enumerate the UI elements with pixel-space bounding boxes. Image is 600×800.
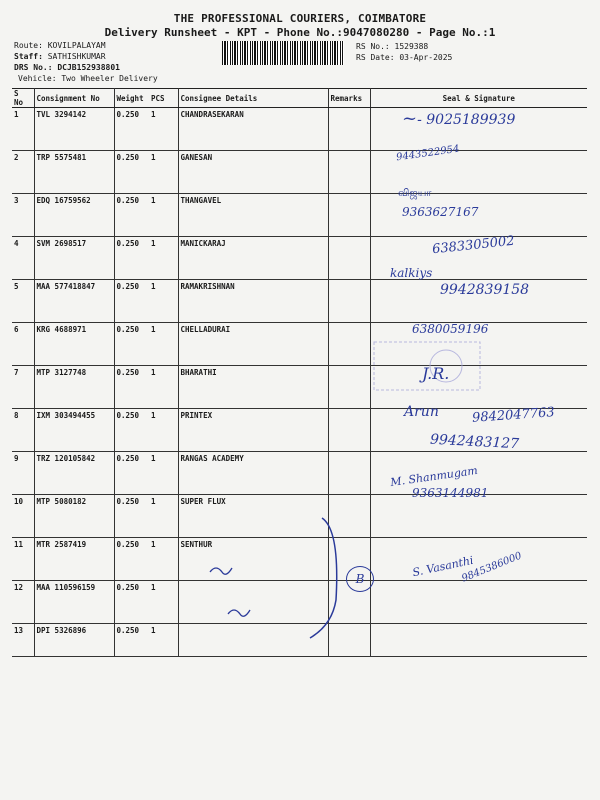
pen-stroke-12 [210,568,232,574]
cell-pcs: 1 [149,366,178,409]
signature-9: 9942483127 [429,431,520,453]
col-consignment: Consignment No [34,89,114,108]
cell-weight: 0.250 [114,538,149,581]
cell-consignee: SUPER FLUX [178,495,328,538]
cell-pcs: 1 [149,237,178,280]
signature-6: 6380059196 [412,322,489,336]
cell-pcs: 1 [149,280,178,323]
cell-sno: 6 [12,323,34,366]
cell-consignment: MAA 110596159 [34,581,114,624]
signature-7: J.R. [422,364,450,383]
cell-sno: 10 [12,495,34,538]
route-label: Route: [14,41,43,50]
cell-sno: 1 [12,108,34,151]
cell-weight: 0.250 [114,409,149,452]
cell-consignee: SENTHUR [178,538,328,581]
cell-consignee: THANGAVEL [178,194,328,237]
cell-pcs: 1 [149,108,178,151]
cell-consignment: DPI 5326896 [34,624,114,657]
cell-sno: 2 [12,151,34,194]
cell-sno: 11 [12,538,34,581]
rs-number: RS No.: 1529388 [356,42,429,51]
cell-weight: 0.250 [114,194,149,237]
col-sno: S No [12,89,34,108]
cell-pcs: 1 [149,452,178,495]
signature-1: ~- 9025189939 [402,108,516,129]
cell-consignee: CHELLADURAI [178,323,328,366]
col-remarks: Remarks [328,89,370,108]
cell-consignee: RANGAS ACADEMY [178,452,328,495]
cell-sno: 5 [12,280,34,323]
page-title: THE PROFESSIONAL COURIERS, COIMBATORE [173,12,427,25]
cell-consignment: SVM 2698517 [34,237,114,280]
cell-consignment: MAA 577418847 [34,280,114,323]
signature-2: 9443522954 [395,143,461,164]
cell-pcs: 1 [149,194,178,237]
cell-pcs: 1 [149,538,178,581]
cell-weight: 0.250 [114,366,149,409]
cell-consignment: TRP 5575481 [34,151,114,194]
signature-1-text: - 9025189939 [417,112,516,128]
col-signature: Seal & Signature [370,89,587,108]
cell-weight: 0.250 [114,624,149,657]
cell-weight: 0.250 [114,280,149,323]
cell-sno: 4 [12,237,34,280]
cell-sno: 7 [12,366,34,409]
signature-3-phone: 9363627167 [402,205,479,219]
cell-weight: 0.250 [114,323,149,366]
vehicle-value: Two Wheeler Delivery [61,74,158,83]
drs-value: DCJB152938801 [57,63,120,72]
staff-label: Staff: [14,52,43,61]
cell-weight: 0.250 [114,151,149,194]
vehicle-label: Vehicle: [18,74,57,83]
pen-stroke-13 [228,610,250,616]
route-value: KOVILPALAYAM [47,41,106,50]
signature-10-phone: 9363144981 [412,486,489,500]
pen-stroke-bracket [310,518,337,638]
signature-10-name: M. Shanmugam [389,463,479,490]
col-pcs: PCS [149,89,178,108]
signature-5-phone: 9942839158 [440,282,530,298]
col-consignee: Consignee Details [178,89,328,108]
cell-consignment: MTP 3127748 [34,366,114,409]
cell-consignment: TRZ 120105842 [34,452,114,495]
cell-sno: 8 [12,409,34,452]
cell-sno: 9 [12,452,34,495]
cell-pcs: 1 [149,151,178,194]
cell-consignment: TVL 3294142 [34,108,114,151]
cell-sno: 13 [12,624,34,657]
page-subtitle: Delivery Runsheet - KPT - Phone No.:9047080280 - Page No.:1 [104,26,496,39]
cell-weight: 0.250 [114,495,149,538]
cell-consignment: IXM 303494455 [34,409,114,452]
signature-5-name: kalkiys [390,266,433,280]
cell-pcs: 1 [149,495,178,538]
cell-pcs: 1 [149,581,178,624]
cell-sno: 12 [12,581,34,624]
cell-consignee: PRINTEX [178,409,328,452]
cell-consignment: KRG 4688971 [34,323,114,366]
cell-consignee: GANESAN [178,151,328,194]
cell-pcs: 1 [149,409,178,452]
cell-consignee: CHANDRASEKARAN [178,108,328,151]
cell-weight: 0.250 [114,108,149,151]
signature-4: 6383305002 [431,233,516,258]
cell-consignment: MTP 5080182 [34,495,114,538]
cell-weight: 0.250 [114,581,149,624]
cell-consignment: MTR 2587419 [34,538,114,581]
signature-12-name: S. Vasanthi [411,553,475,580]
rs-date: RS Date: 03-Apr-2025 [356,53,453,62]
col-weight: Weight [114,89,149,108]
cell-sno: 3 [12,194,34,237]
remark-12-circle: B [346,566,374,592]
signature-3-name: விஜயா [398,188,432,199]
staff-value: SATHISHKUMAR [47,52,106,61]
cell-weight: 0.250 [114,452,149,495]
cell-pcs: 1 [149,323,178,366]
cell-consignee: MANICKARAJ [178,237,328,280]
signature-8-phone: 9842047763 [471,405,556,426]
signature-8-name: Arun [404,404,439,420]
drs-label: DRS No.: [14,63,53,72]
cell-weight: 0.250 [114,237,149,280]
cell-consignee: BHARATHI [178,366,328,409]
cell-consignment: EDQ 16759562 [34,194,114,237]
signature-12-phone: 9845386000 [460,550,524,585]
cell-consignee: RAMAKRISHNAN [178,280,328,323]
cell-pcs: 1 [149,624,178,657]
